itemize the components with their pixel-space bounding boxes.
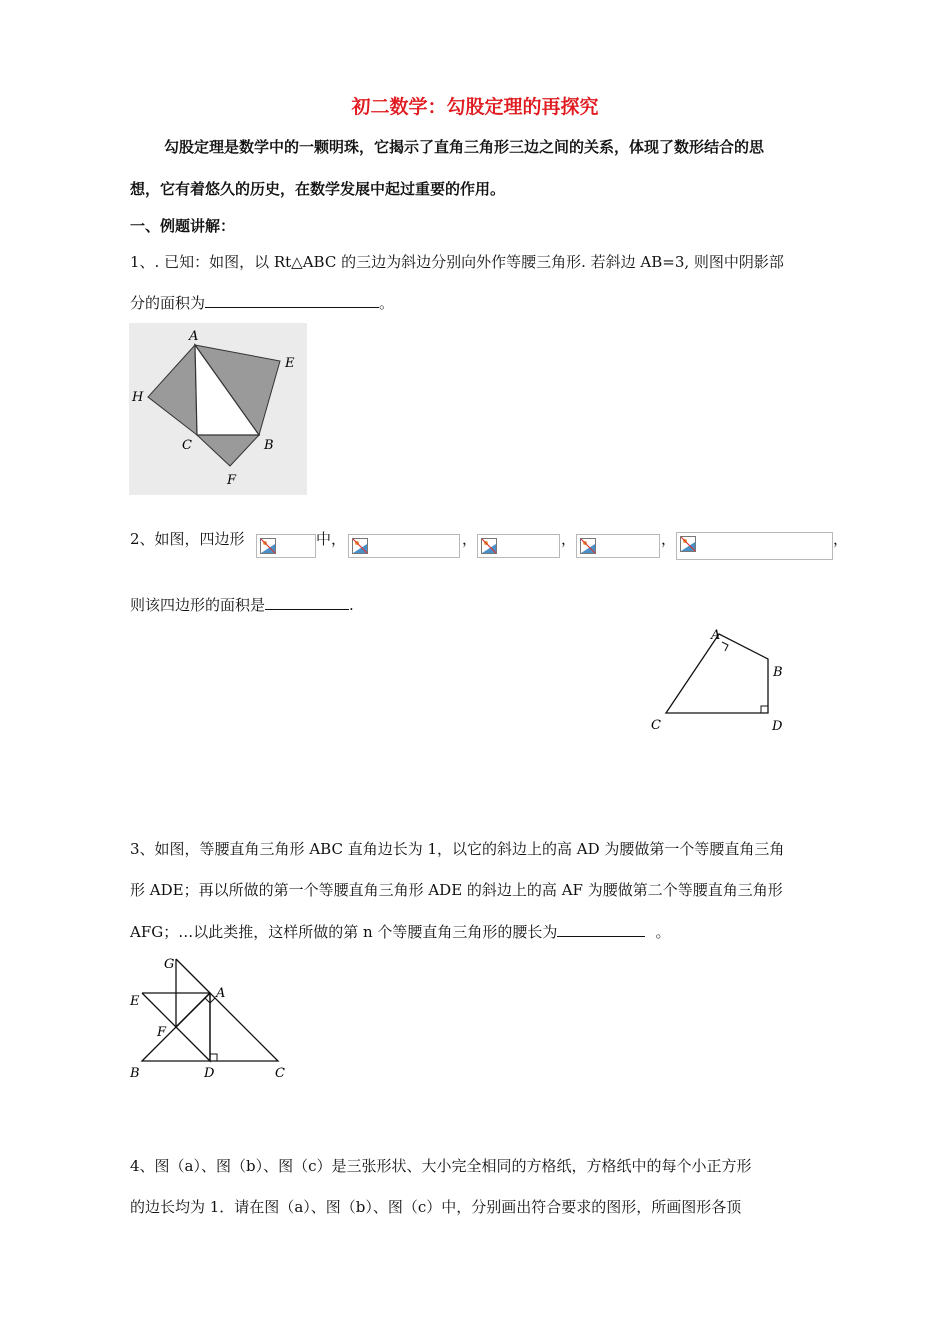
section-heading: 一、例题讲解： (130, 217, 236, 235)
q1-label-F: F (227, 473, 237, 488)
broken-image-icon (580, 538, 596, 554)
broken-image-icon (481, 538, 497, 554)
page-title: 初二数学：勾股定理的再探究 (351, 96, 599, 118)
q3-label-G: G (164, 957, 175, 972)
q4-line-2: 的边长均为 1．请在图（a）、图（b）、图（c）中，分别画出符合要求的图形，所画图形各顶 (130, 1198, 742, 1216)
q3-line-1: 3、如图，等腰直角三角形 ABC 直角边长为 1，以它的斜边上的高 AD 为腰做第一个等腰直角三角 (130, 840, 785, 858)
q3-label-E: E (130, 994, 140, 1009)
q3-label-A: A (216, 986, 226, 1001)
q1-line-2-suffix: 。 (379, 294, 395, 312)
q3-label-F: F (157, 1025, 167, 1040)
q3-answer-blank (557, 920, 645, 937)
intro-line-2: 想，它有着悠久的历史，在数学发展中起过重要的作用。 (130, 180, 506, 198)
q2-image-placeholder-1 (256, 534, 316, 558)
q2-sep-2: ， (561, 530, 577, 548)
q2-answer-blank (265, 593, 349, 610)
q2-right-angle-D (761, 706, 768, 713)
q2-image-placeholder-4 (576, 534, 660, 558)
q2-sep-1: ， (462, 530, 478, 548)
q1-line-1: 1、. 已知：如图，以 Rt△ABC 的三边为斜边分别向外作等腰三角形. 若斜边 AB=3, 则图中阴影部 (130, 253, 784, 271)
q3-line-3-prefix: AFG；…以此类推，这样所做的第 n 个等腰直角三角形的腰长为 (130, 923, 558, 941)
q3-line-3-suffix: 。 (655, 923, 671, 941)
q2-prefix: 2、如图，四边形 (130, 530, 245, 548)
q2-image-placeholder-3 (477, 534, 560, 558)
q1-label-E: E (285, 356, 295, 371)
q2-image-placeholder-5 (676, 532, 833, 560)
q3-line-3 (130, 920, 670, 942)
q2-quadrilateral (666, 634, 768, 713)
q2-sep-3: ， (661, 530, 677, 548)
q2-sep-4: ， (833, 530, 849, 548)
q1-figure (129, 323, 307, 495)
q1-line-2 (130, 291, 394, 313)
q2-image-placeholder-2 (348, 534, 460, 558)
q4-line-1: 4、图（a）、图（b）、图（c）是三张形状、大小完全相同的方格纸，方格纸中的每个小正方形 (130, 1157, 752, 1175)
broken-image-icon (260, 538, 276, 554)
q2-label-A: A (711, 628, 721, 643)
q1-answer-blank (205, 291, 379, 308)
q1-label-B: B (264, 438, 274, 453)
q2-right-angle-A (722, 642, 728, 651)
q3-line-2: 形 ADE；再以所做的第一个等腰直角三角形 ADE 的斜边上的高 AF 为腰做第二个等腰直角三角形 (130, 881, 783, 899)
intro-line-1: 勾股定理是数学中的一颗明珠，它揭示了直角三角形三边之间的关系，体现了数形结合的思 (164, 138, 765, 156)
q1-label-A: A (189, 329, 199, 344)
q2-label-D: D (772, 719, 783, 734)
q1-label-C: C (182, 438, 192, 453)
broken-image-icon (352, 538, 368, 554)
q2-line-2-suffix: . (349, 596, 354, 614)
q3-figure (128, 950, 300, 1085)
q2-label-B: B (773, 665, 783, 680)
q1-label-H: H (132, 390, 144, 405)
q2-line-2 (130, 593, 354, 615)
broken-image-icon (680, 536, 696, 552)
q2-line-2-prefix: 则该四边形的面积是 (130, 596, 266, 614)
q2-label-C: C (651, 718, 661, 733)
q1-line-2-prefix: 分的面积为 (130, 294, 206, 312)
q3-label-B: B (130, 1066, 140, 1081)
q3-right-angle-D (210, 1054, 217, 1061)
q2-middle: 中， (316, 530, 347, 548)
q3-label-C: C (275, 1066, 285, 1081)
q3-segment-GA (176, 959, 210, 993)
q3-label-D: D (204, 1066, 215, 1081)
q2-figure (645, 622, 805, 737)
